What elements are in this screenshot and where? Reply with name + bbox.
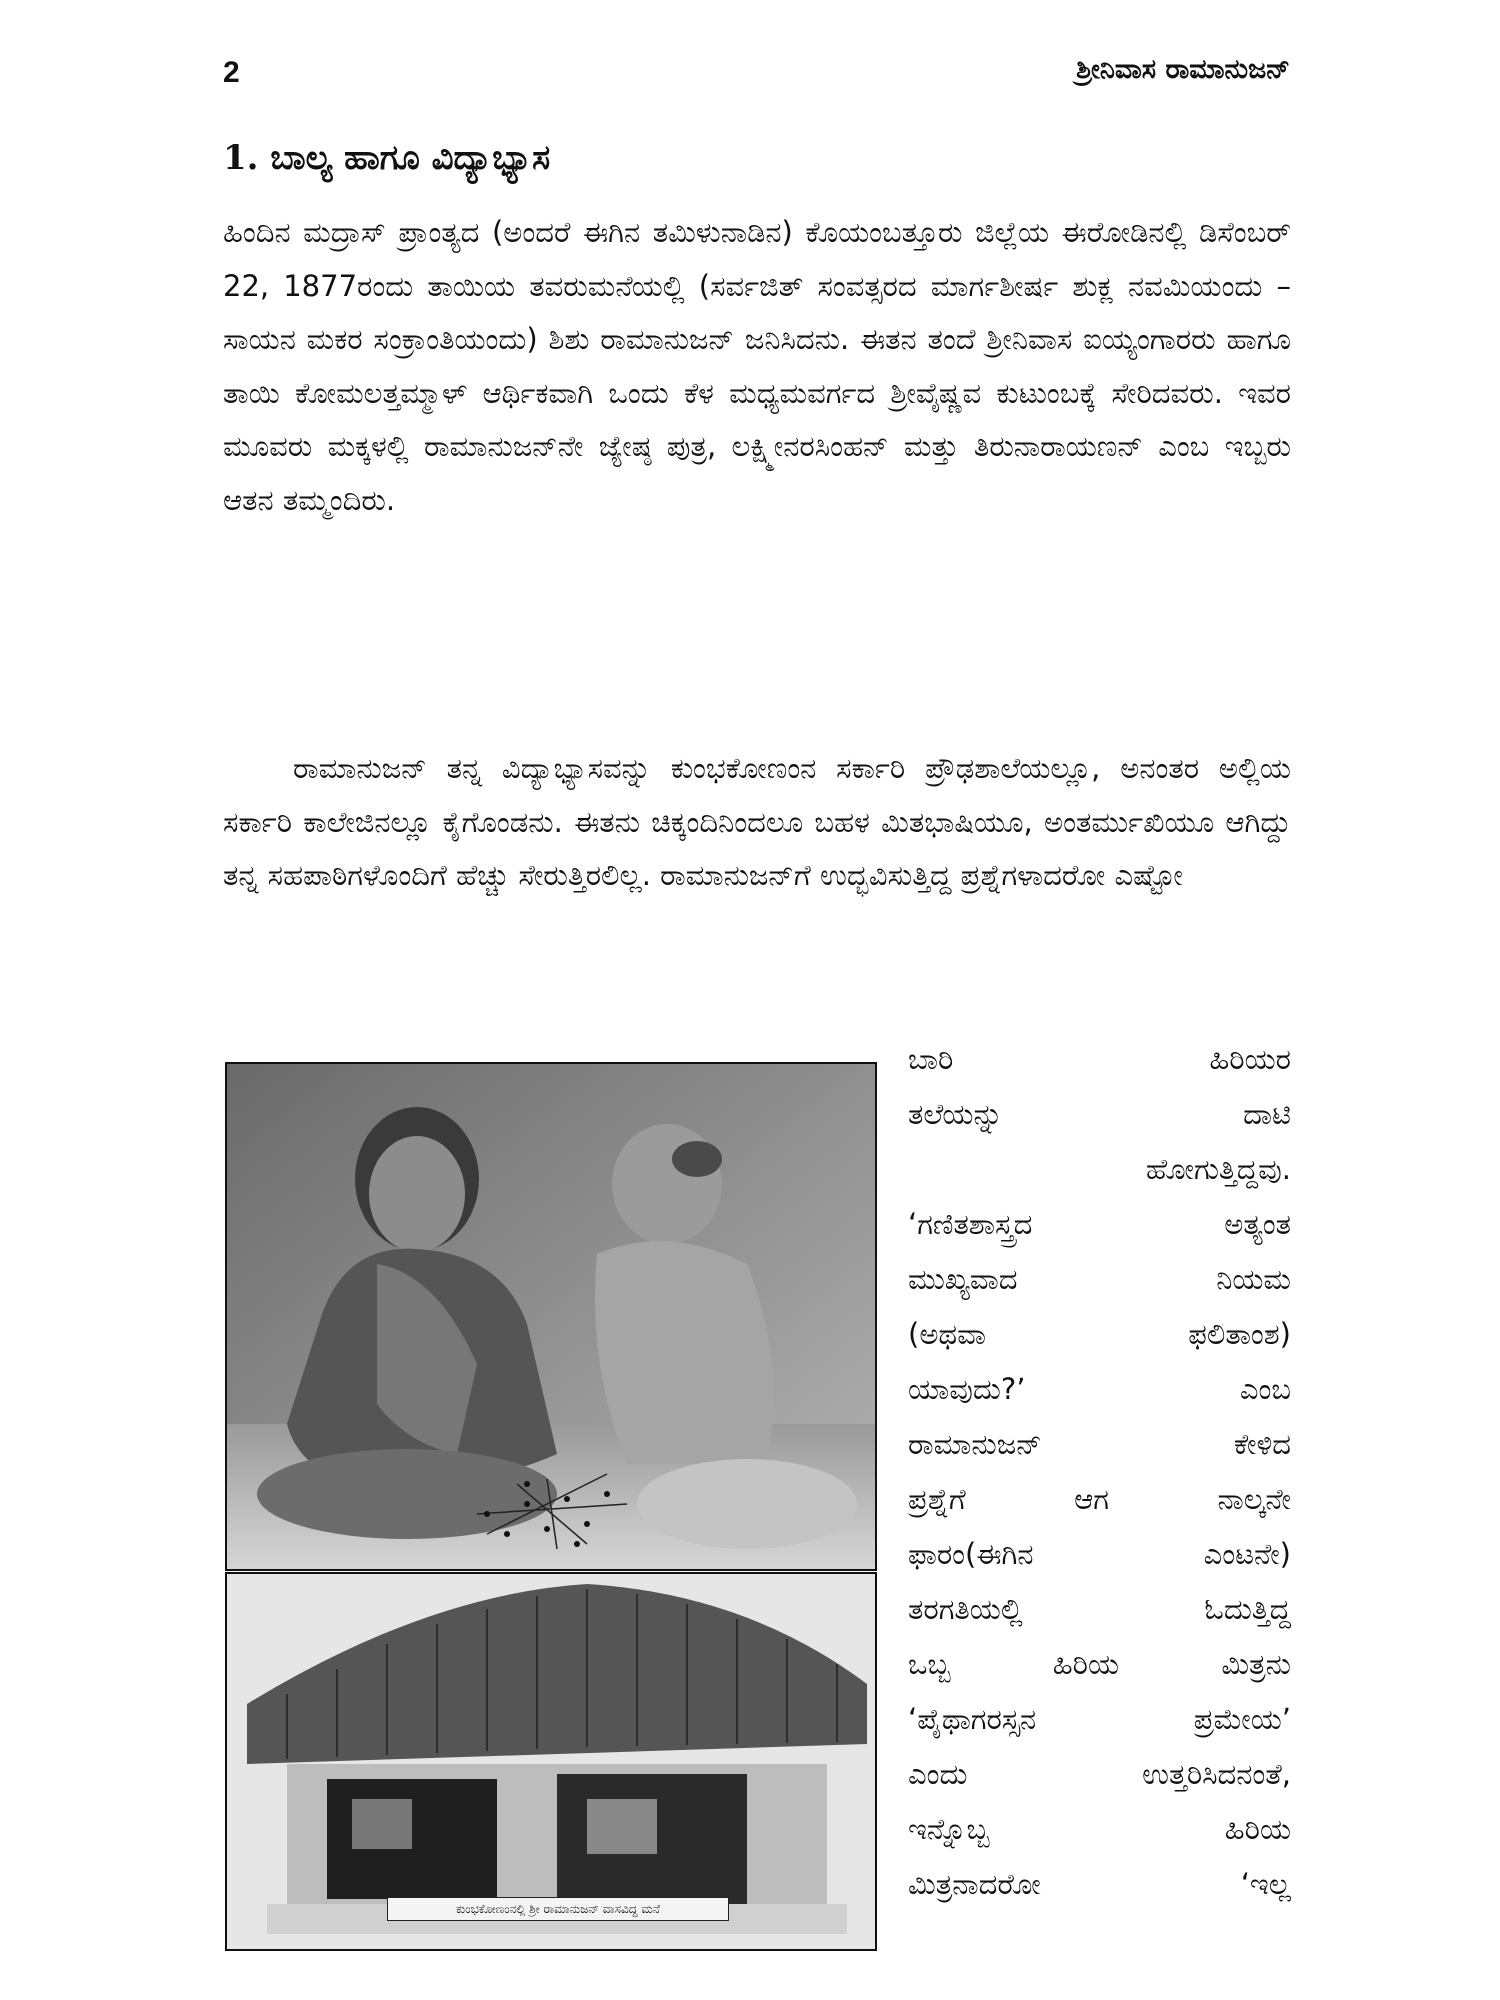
side-column-word: ಓದುತ್ತಿದ್ದ [1204,1592,1291,1626]
side-column-word: ಹಿರಿಯ [1224,1812,1291,1846]
side-column-line [908,1252,1291,1307]
side-column-word: ಆಗ [1074,1482,1109,1516]
house-photo-image [227,1574,875,1949]
painting-mother-son-image [227,1064,875,1569]
side-column-word: ನಿಯಮ [1216,1262,1291,1296]
side-column-word: ನಾಲ್ಕನೇ [1217,1482,1291,1516]
side-column-line [908,1032,1291,1087]
chapter-title-text: ಬಾಲ್ಯ ಹಾಗೂ ವಿದ್ಯಾಭ್ಯಾಸ [270,138,551,178]
paragraph-education: ರಾಮಾನುಜನ್ ತನ್ನ ವಿದ್ಯಾಭ್ಯಾಸವನ್ನು ಕುಂಭಕೋಣಂನ ಸರ್ಕಾರಿ ಪ್ರೌಢಶಾಲೆಯಲ್ಲೂ, ಅನಂತರ ಅಲ್ಲಿಯ ಸರ್ಕಾರಿ ಕಾಲೇಜಿನಲ್ಲೂ ಕೈಗೊಂಡನು. ಈತನು ಚಿಕ್ಕಂದಿನಿಂದಲೂ ಬಹಳ ಮಿತಭಾಷಿಯೂ, ಅಂತರ್ಮುಖಿಯೂ ಆಗಿದ್ದು ತನ್ನ ಸಹಪಾಠಿಗಳೊಂದಿಗೆ ಹೆಚ್ಚು ಸೇರುತ್ತಿರಲಿಲ್ಲ. ರಾಮಾನುಜನ್‌ಗೆ ಉದ್ಭವಿಸುತ್ತಿದ್ದ ಪ್ರಶ್ನೆಗಳಾದರೋ ಎಷ್ಟೋ [223,751,1291,892]
chapter-title [223,138,550,178]
photo-caption: ಕುಂಭಕೋಣಂನಲ್ಲಿ ಶ್ರೀ ರಾಮಾನುಜನ್ ವಾಸವಿದ್ದ ಮನೆ [387,1897,729,1921]
side-column-word: ಮಿತ್ರನಾದರೋ [908,1867,1041,1901]
side-column-line [908,1802,1291,1857]
side-column-word: ಬಾರಿ [908,1042,954,1076]
side-column-word: ‘ಇಲ್ಲ [1240,1867,1291,1901]
side-column-word: ಉತ್ತರಿಸಿದನಂತೆ, [1142,1757,1291,1791]
side-column-word: ಎಂದು [908,1757,968,1791]
side-column-line [908,1527,1291,1582]
side-column-line [908,1637,1291,1692]
side-column-line [908,1747,1291,1802]
paragraph-birth: ಹಿಂದಿನ ಮದ್ರಾಸ್ ಪ್ರಾಂತ್ಯದ (ಅಂದರೆ ಈಗಿನ ತಮಿಳುನಾಡಿನ) ಕೊಯಂಬತ್ತೂರು ಜಿಲ್ಲೆಯ ಈರೋಡಿನಲ್ಲಿ ಡಿಸೆಂಬರ್ 22, 1877ರಂದು ತಾಯಿಯ ತವರುಮನೆಯಲ್ಲಿ (ಸರ್ವಜಿತ್ ಸಂವತ್ಸರದ ಮಾರ್ಗಶೀರ್ಷ ಶುಕ್ಲ ನವಮಿಯಂದು – ಸಾಯನ ಮಕರ ಸಂಕ್ರಾಂತಿಯಂದು) ಶಿಶು ರಾಮಾನುಜನ್ ಜನಿಸಿದನು. ಈತನ ತಂದೆ ಶ್ರೀನಿವಾಸ ಐಯ್ಯಂಗಾರರು ಹಾಗೂ ತಾಯಿ ಕೋಮಲತ್ತಮ್ಮಾಳ್ ಆರ್ಥಿಕವಾಗಿ ಒಂದು ಕೆಳ ಮಧ್ಯಮವರ್ಗದ ಶ್ರೀವೈಷ್ಣವ ಕುಟುಂಬಕ್ಕೆ ಸೇರಿದವರು. ಇವರ ಮೂವರು ಮಕ್ಕಳಲ್ಲಿ ರಾಮಾನುಜನ್‌ನೇ ಜ್ಯೇಷ್ಠ ಪುತ್ರ, ಲಕ್ಷ್ಮೀನರಸಿಂಹನ್ ಮತ್ತು ತಿರುನಾರಾಯಣನ್ ಎಂಬ ಇಬ್ಬರು ಆತನ ತಮ್ಮಂದಿರು. [223,215,1291,517]
side-column-word: ಕೇಳಿದ [1233,1427,1291,1461]
side-column-word: ಹಿರಿಯರ [1209,1042,1291,1076]
side-column-word: ಪ್ರಶ್ನೆಗೆ [908,1482,966,1516]
side-column-text [908,1032,1291,1912]
side-column-line [908,1362,1291,1417]
side-column-word: ‘ಪೈಥಾಗರಸ್ಸನ [908,1702,1037,1736]
side-column-word: ಫಲಿತಾಂಶ) [1188,1317,1291,1351]
side-column-word: ಒಬ್ಬ [908,1647,951,1681]
side-column-word: ಎಂಟನೇ) [1203,1537,1291,1571]
side-column-word: ಪ್ರಮೇಯ’ [1193,1702,1291,1736]
side-column-word: ಹೋಗುತ್ತಿದ್ದವು. [1145,1152,1291,1186]
side-column-word: ತಲೆಯನ್ನು [908,1097,1003,1131]
side-column-word: ಎಂಬ [1239,1372,1291,1406]
side-column-line [908,1582,1291,1637]
side-column-line [908,1472,1291,1527]
side-column-word: ತರಗತಿಯಲ್ಲಿ [908,1592,1023,1626]
photo-ramanujan-house [225,1572,877,1951]
side-column-line [908,1417,1291,1472]
running-head: ಶ್ರೀನಿವಾಸ ರಾಮಾನುಜನ್ [1076,54,1290,85]
illustration-mother-and-son [225,1062,877,1571]
side-column-word: ಹಿರಿಯ [1052,1647,1120,1681]
side-column-word: ರಾಮಾನುಜನ್ [908,1427,1042,1461]
side-column-word: ದಾಟಿ [1243,1097,1291,1131]
side-column-word: ಮುಖ್ಯವಾದ [908,1262,1018,1296]
side-column-line [908,1857,1291,1912]
side-column-word: ಮಿತ್ರನು [1221,1647,1291,1681]
side-column-word: ಫಾರಂ(ಈಗಿನ [908,1537,1034,1571]
page-number: 2 [223,56,240,89]
side-column-word: ‘ಗಣಿತಶಾಸ್ತ್ರದ [908,1207,1033,1241]
side-column-word: ಯಾವುದು?’ [908,1372,1026,1406]
side-column-word: ಇನ್ನೊಬ್ಬ [908,1812,990,1846]
side-column-line [908,1142,1291,1197]
side-column-line [908,1307,1291,1362]
side-column-line [908,1197,1291,1252]
side-column-line [908,1692,1291,1747]
side-column-line [908,1087,1291,1142]
side-column-word: ಅತ್ಯಂತ [1224,1207,1291,1241]
chapter-number: 1. [223,138,259,178]
side-column-word: (ಅಥವಾ [908,1317,987,1351]
